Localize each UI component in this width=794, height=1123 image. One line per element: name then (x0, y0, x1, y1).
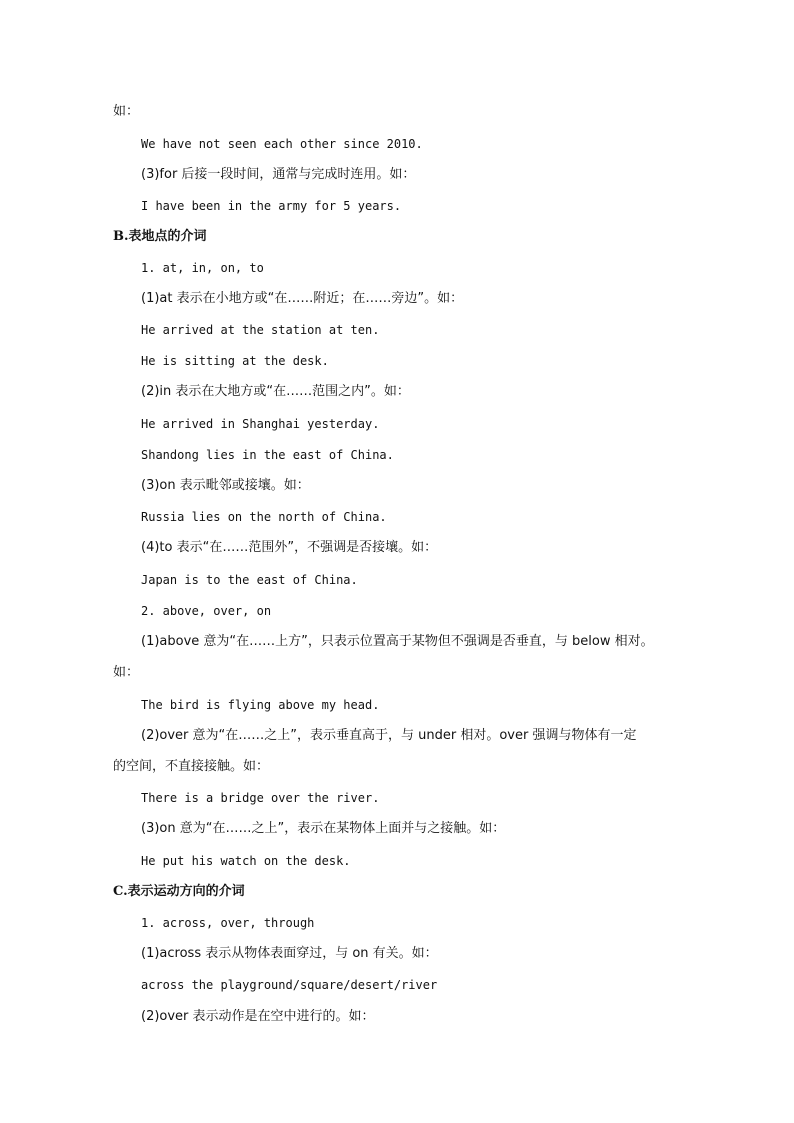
example-sentence: Russia lies on the north of China. (141, 510, 387, 524)
rule-line: (1)across 表示从物体表面穿过，与 on 有关。如： (141, 946, 438, 961)
example-sentence: I have been in the army for 5 years. (141, 199, 402, 213)
example-sentence: He arrived in Shanghai yesterday. (141, 417, 380, 431)
section-heading: C.表示运动方向的介词 (113, 884, 245, 899)
example-sentence: The bird is flying above my head. (141, 698, 380, 712)
rule-line: (2)over 意为“在……之上”，表示垂直高于，与 under 相对。over 强调与物体有一定 (141, 728, 637, 743)
text-line: 的空间，不直接接触。如： (113, 759, 270, 774)
rule-line: (2)over 表示动作是在空中进行的。如： (141, 1009, 375, 1024)
rule-line: (3)on 表示毗邻或接壤。如： (141, 478, 310, 493)
rule-line: (4)to 表示“在……范围外”，不强调是否接壤。如： (141, 540, 438, 555)
section-heading: B.表地点的介词 (113, 229, 207, 244)
rule-line: (3)for 后接一段时间，通常与完成时连用。如： (141, 167, 416, 182)
rule-line: (3)on 意为“在……之上”，表示在某物体上面并与之接触。如： (141, 821, 506, 836)
example-sentence: Japan is to the east of China. (141, 573, 358, 587)
subsection-title: 1. at, in, on, to (141, 261, 264, 275)
example-sentence: across the playground/square/desert/river (141, 978, 438, 992)
subsection-title: 1. across, over, through (141, 916, 315, 930)
subsection-title: 2. above, over, on (141, 604, 272, 618)
rule-line: (2)in 表示在大地方或“在……范围之内”。如： (141, 384, 410, 399)
text-line: 如： (113, 665, 140, 680)
rule-line: (1)at 表示在小地方或“在……附近；在……旁边”。如： (141, 291, 464, 306)
example-sentence: There is a bridge over the river. (141, 791, 380, 805)
example-sentence: We have not seen each other since 2010. (141, 137, 423, 151)
example-sentence: He is sitting at the desk. (141, 354, 329, 368)
text-line: 如： (113, 104, 140, 119)
example-sentence: Shandong lies in the east of China. (141, 448, 394, 462)
example-sentence: He arrived at the station at ten. (141, 323, 380, 337)
rule-line: (1)above 意为“在……上方”，只表示位置高于某物但不强调是否垂直，与 below 相对。 (141, 634, 654, 649)
example-sentence: He put his watch on the desk. (141, 854, 351, 868)
